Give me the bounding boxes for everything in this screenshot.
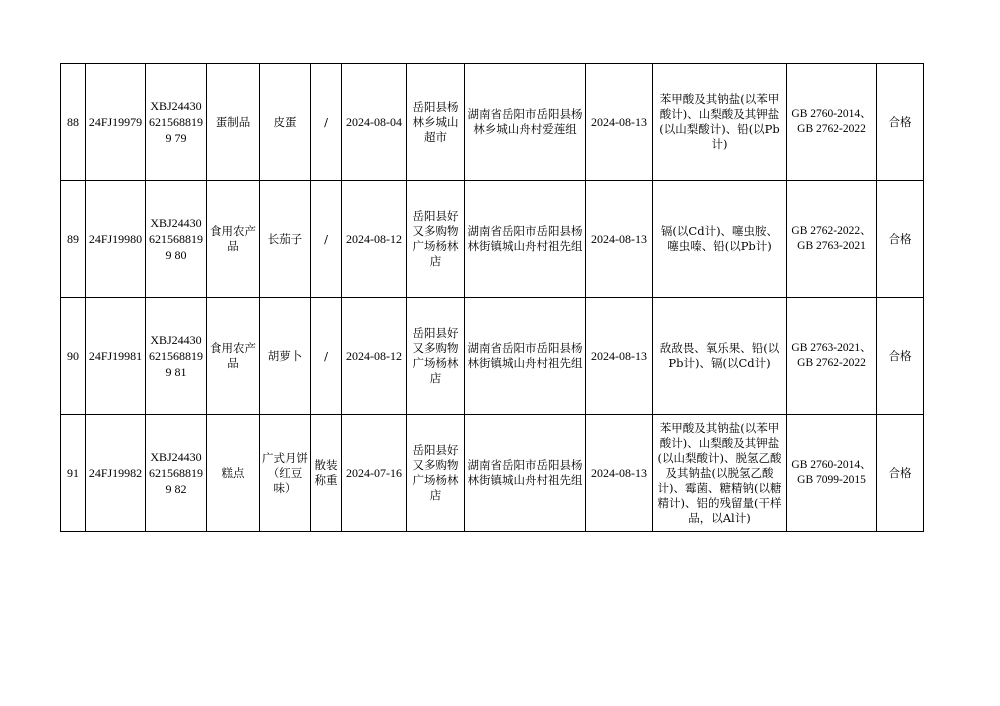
inspection-items: 镉(以Cd计)、噻虫胺、噻虫嗪、铅(以Pb计)	[653, 181, 787, 298]
result-badge: 合格	[877, 64, 924, 181]
sample-code: 24FJ19980	[86, 181, 146, 298]
sampled-unit: 岳阳县好又多购物广场杨林店	[407, 415, 465, 532]
sample-code: 24FJ19979	[86, 64, 146, 181]
sampled-unit-address: 湖南省岳阳市岳阳县杨林街镇城山舟村祖先组	[465, 181, 586, 298]
table-row	[61, 64, 924, 181]
sample-name: 长茄子	[260, 181, 311, 298]
production-date: 2024-08-04	[342, 64, 407, 181]
production-date: 2024-08-12	[342, 298, 407, 415]
sampling-serial-number: XBJ244306215688199 79	[146, 64, 207, 181]
specification: /	[311, 64, 342, 181]
inspection-date: 2024-08-13	[586, 298, 653, 415]
specification: /	[311, 181, 342, 298]
food-category: 糕点	[207, 415, 260, 532]
sampled-unit: 岳阳县好又多购物广场杨林店	[407, 181, 465, 298]
inspection-items: 苯甲酸及其钠盐(以苯甲酸计)、山梨酸及其钾盐(以山梨酸计)、脱氢乙酸及其钠盐(以脱氢乙酸计)、霉菌、糖精钠(以糖精计)、铝的残留量(干样品，以Al计)	[653, 415, 787, 532]
row-number: 90	[61, 298, 86, 415]
sampling-serial-number: XBJ244306215688199 80	[146, 181, 207, 298]
sampled-unit-address: 湖南省岳阳市岳阳县杨林街镇城山舟村祖先组	[465, 298, 586, 415]
judgment-standard: GB 2760-2014、GB 2762-2022	[787, 64, 877, 181]
sampled-unit-address: 湖南省岳阳市岳阳县杨林乡城山舟村爱莲组	[465, 64, 586, 181]
production-date: 2024-07-16	[342, 415, 407, 532]
inspection-date: 2024-08-13	[586, 415, 653, 532]
sample-name: 皮蛋	[260, 64, 311, 181]
sample-name: 广式月饼（红豆味）	[260, 415, 311, 532]
sampled-unit-address: 湖南省岳阳市岳阳县杨林街镇城山舟村祖先组	[465, 415, 586, 532]
row-number: 88	[61, 64, 86, 181]
sampling-serial-number: XBJ244306215688199 82	[146, 415, 207, 532]
sample-name: 胡萝卜	[260, 298, 311, 415]
judgment-standard: GB 2760-2014、GB 7099-2015	[787, 415, 877, 532]
report-sheet	[60, 63, 924, 532]
result-badge: 合格	[877, 415, 924, 532]
inspection-items: 苯甲酸及其钠盐(以苯甲酸计)、山梨酸及其钾盐(以山梨酸计)、铅(以Pb计)	[653, 64, 787, 181]
food-category: 蛋制品	[207, 64, 260, 181]
sampled-unit: 岳阳县杨林乡城山超市	[407, 64, 465, 181]
table-row	[61, 298, 924, 415]
food-category: 食用农产品	[207, 181, 260, 298]
inspection-results-table	[60, 63, 924, 532]
food-category: 食用农产品	[207, 298, 260, 415]
sampling-serial-number: XBJ244306215688199 81	[146, 298, 207, 415]
result-badge: 合格	[877, 298, 924, 415]
sample-code: 24FJ19981	[86, 298, 146, 415]
inspection-items: 敌敌畏、氧乐果、铅(以Pb计)、镉(以Cd计)	[653, 298, 787, 415]
sampled-unit: 岳阳县好又多购物广场杨林店	[407, 298, 465, 415]
judgment-standard: GB 2763-2021、GB 2762-2022	[787, 298, 877, 415]
row-number: 89	[61, 181, 86, 298]
specification: 散装称重	[311, 415, 342, 532]
inspection-date: 2024-08-13	[586, 64, 653, 181]
table-row	[61, 415, 924, 532]
result-badge: 合格	[877, 181, 924, 298]
sample-code: 24FJ19982	[86, 415, 146, 532]
specification: /	[311, 298, 342, 415]
table-row	[61, 181, 924, 298]
inspection-date: 2024-08-13	[586, 181, 653, 298]
production-date: 2024-08-12	[342, 181, 407, 298]
row-number: 91	[61, 415, 86, 532]
judgment-standard: GB 2762-2022、GB 2763-2021	[787, 181, 877, 298]
